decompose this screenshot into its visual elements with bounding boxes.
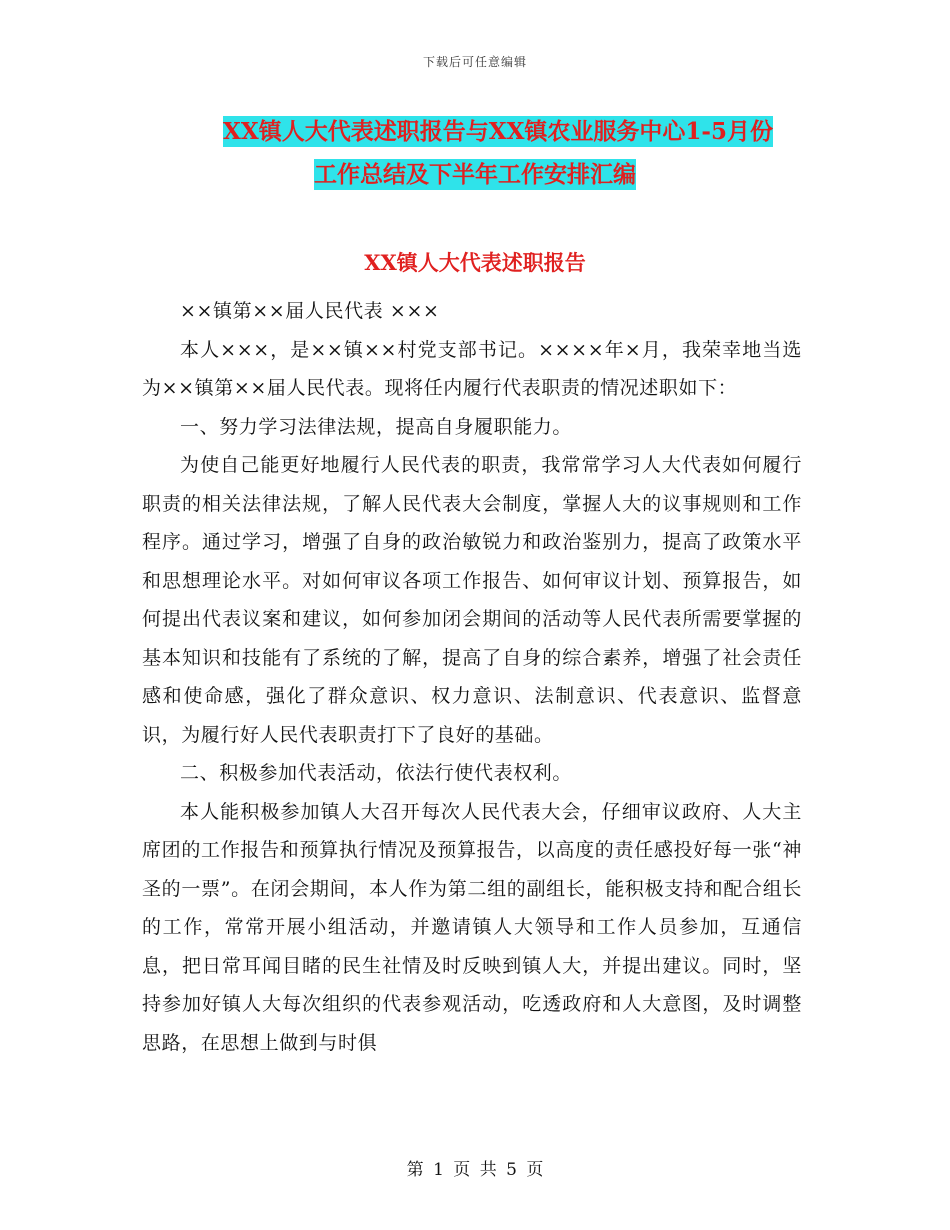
document-title bbox=[0, 110, 950, 196]
author-line: ××镇第××届人民代表 ××× bbox=[180, 300, 440, 322]
section-title: XX镇人大代表述职报告 bbox=[364, 250, 586, 275]
heading-one: 一、努力学习法律法规，提高自身履职能力。 bbox=[180, 415, 573, 438]
body-paragraph: 本人能积极参加镇人大召开每次人民代表大会，仔细审议政府、人大主席团的工作报告和预算执行情况及预算报告，以高度的责任感投好每一张“神圣的一票”。在闭会期间，本人作为第二组的副组长，能积极支持和配合组长的工作，常常开展小组活动，并邀请镇人大领导和工作人员参加，互通信息，把日常耳闻目睹的民生社情及时反映到镇人大，并提出建议。同时，坚持参加好镇人大每次组织的代表参观活动，吃透政府和人大意图，及时调整思路，在思想上做到与时俱 bbox=[142, 800, 802, 1054]
title-line-1-text: XX镇人大代表述职报告与XX镇农业服务中心1-5月份 bbox=[223, 118, 773, 145]
body-paragraph: 为使自己能更好地履行人民代表的职责，我常常学习人大代表如何履行职责的相关法律法规，了解人民代表大会制度，掌握人大的议事规则和工作程序。通过学习，增强了自身的政治敏锐力和政治鉴别力，提高了政策水平和思想理论水平。对如何审议各项工作报告、如何审议计划、预算报告，如何提出代表议案和建议，如何参加闭会期间的活动等人民代表所需要掌握的基本知识和技能有了系统的了解，提高了自身的综合素养，增强了社会责任感和使命感，强化了群众意识、权力意识、法制意识、代表意识、监督意识，为履行好人民代表职责打下了良好的基础。 bbox=[142, 454, 802, 746]
document-body bbox=[142, 292, 802, 1062]
title-line-1 bbox=[0, 110, 950, 153]
title-line-2 bbox=[0, 153, 950, 196]
title-line-2-text: 工作总结及下半年工作安排汇编 bbox=[314, 161, 636, 188]
header-note: 下载后可任意编辑 bbox=[422, 55, 527, 69]
body-paragraph: 本人×××，是××镇××村党支部书记。××××年×月，我荣幸地当选为××镇第××届人民代表。现将任内履行代表职责的情况述职如下： bbox=[142, 338, 802, 399]
heading-two: 二、积极参加代表活动，依法行使代表权利。 bbox=[180, 762, 573, 784]
page-footer: 第 1 页 共 5 页 bbox=[406, 1160, 544, 1180]
